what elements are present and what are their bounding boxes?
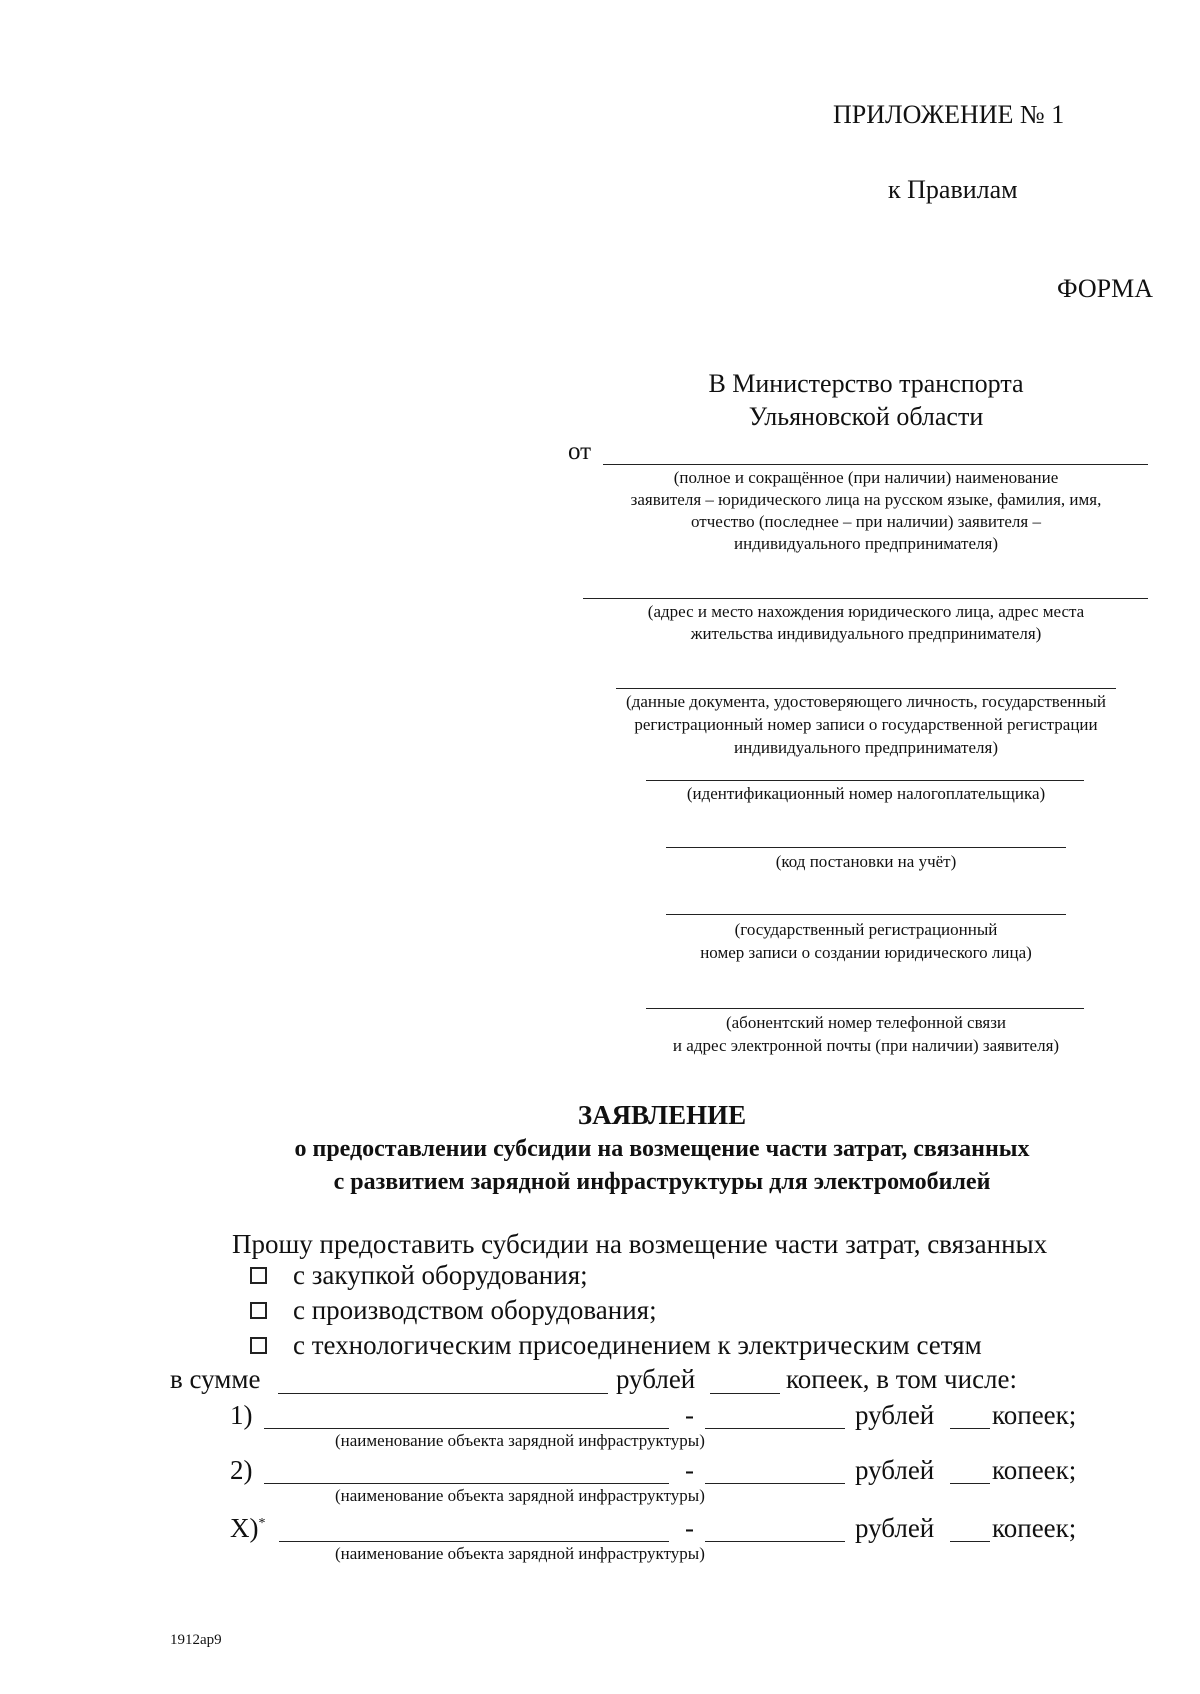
item-2-num: 2) (230, 1455, 253, 1485)
sum-kopecks-field[interactable] (710, 1393, 780, 1394)
item-1-kopecks-field[interactable] (950, 1428, 990, 1429)
item-2-rubles-field[interactable] (705, 1483, 845, 1484)
name-caption-4: индивидуального предпринимателя) (734, 534, 998, 553)
item-x-caption: (наименование объекта зарядной инфраструктуры) (335, 1544, 705, 1563)
item-x-kopecks-field[interactable] (950, 1541, 990, 1542)
option-label-production: с производством оборудования; (293, 1295, 657, 1325)
sum-kop-label: копеек, в том числе: (786, 1364, 1018, 1394)
kpp-caption: (код постановки на учёт) (775, 852, 957, 871)
contact-caption-1: (абонентский номер телефонной связи (725, 1013, 1007, 1032)
address-field[interactable] (583, 598, 1148, 599)
item-1-kop-label: копеек; (992, 1400, 1077, 1430)
request-intro: Прошу предоставить субсидии на возмещение части затрат, связанных (232, 1229, 1048, 1259)
item-1-dash: - (685, 1400, 694, 1430)
item-2-kopecks-field[interactable] (950, 1483, 990, 1484)
document-code: 1912ap9 (170, 1632, 222, 1648)
item-x-kop-label: копеек; (992, 1513, 1077, 1543)
addressee-line-1: В Министерство транспорта (708, 369, 1024, 398)
id-doc-caption-3: индивидуального предпринимателя) (734, 738, 998, 757)
contact-caption-2: и адрес электронной почты (при наличии) заявителя) (672, 1036, 1060, 1055)
item-2-name-field[interactable] (264, 1483, 669, 1484)
option-checkbox-connection[interactable] (250, 1337, 267, 1354)
ogrn-caption-2: номер записи о создании юридического лица) (700, 943, 1032, 962)
addressee-line-2: Ульяновской области (748, 402, 984, 431)
option-label-connection: с технологическим присоединением к электрическим сетям (293, 1330, 982, 1360)
name-caption-1: (полное и сокращённое (при наличии) наименование (673, 468, 1059, 487)
statement-subtitle-1: о предоставлении субсидии на возмещение части затрат, связанных (294, 1136, 1030, 1162)
item-x-num-label: X) (230, 1513, 259, 1543)
item-1-num: 1) (230, 1400, 253, 1430)
id-document-field[interactable] (616, 688, 1116, 689)
name-caption-2: заявителя – юридического лица на русском языке, фамилия, имя, (630, 490, 1102, 509)
item-2-rub-label: рублей (855, 1455, 935, 1485)
id-doc-caption-1: (данные документа, удостоверяющего личность, государственный (626, 692, 1106, 711)
from-label: от (568, 438, 592, 465)
option-checkbox-purchase[interactable] (250, 1267, 267, 1284)
sum-label: в сумме (170, 1364, 261, 1394)
item-x-rubles-field[interactable] (705, 1541, 845, 1542)
item-1-rub-label: рублей (855, 1400, 935, 1430)
form-label: ФОРМА (1057, 274, 1153, 303)
kpp-field[interactable] (666, 847, 1066, 848)
sum-rubles-field[interactable] (278, 1393, 608, 1394)
item-1-caption: (наименование объекта зарядной инфраструктуры) (335, 1431, 705, 1450)
sum-rub-label: рублей (616, 1364, 696, 1394)
address-caption-1: (адрес и место нахождения юридического лица, адрес места (647, 602, 1085, 621)
item-x-name-field[interactable] (279, 1541, 669, 1542)
to-rules-label: к Правилам (888, 175, 1018, 204)
item-2-dash: - (685, 1455, 694, 1485)
applicant-name-field[interactable] (603, 464, 1148, 465)
id-doc-caption-2: регистрационный номер записи о государственной регистрации (634, 715, 1098, 734)
contact-field[interactable] (646, 1008, 1084, 1009)
inn-caption: (идентификационный номер налогоплательщика) (686, 784, 1046, 803)
name-caption-3: отчество (последнее – при наличии) заявителя – (691, 512, 1041, 531)
option-checkbox-production[interactable] (250, 1302, 267, 1319)
option-label-purchase: с закупкой оборудования; (293, 1260, 588, 1290)
inn-field[interactable] (646, 780, 1084, 781)
item-2-kop-label: копеек; (992, 1455, 1077, 1485)
ogrn-field[interactable] (666, 914, 1066, 915)
item-x-rub-label: рублей (855, 1513, 935, 1543)
item-x-footnote-mark: * (258, 1516, 266, 1531)
ogrn-caption-1: (государственный регистрационный (734, 920, 998, 939)
item-1-rubles-field[interactable] (705, 1428, 845, 1429)
appendix-label: ПРИЛОЖЕНИЕ № 1 (833, 100, 1065, 129)
item-1-name-field[interactable] (264, 1428, 669, 1429)
item-2-caption: (наименование объекта зарядной инфраструктуры) (335, 1486, 705, 1505)
item-x-dash: - (685, 1513, 694, 1543)
statement-title: ЗАЯВЛЕНИЕ (577, 1100, 747, 1130)
statement-subtitle-2: с развитием зарядной инфраструктуры для электромобилей (333, 1169, 991, 1195)
address-caption-2: жительства индивидуального предпринимателя) (690, 624, 1042, 643)
item-x-num (230, 1513, 266, 1544)
